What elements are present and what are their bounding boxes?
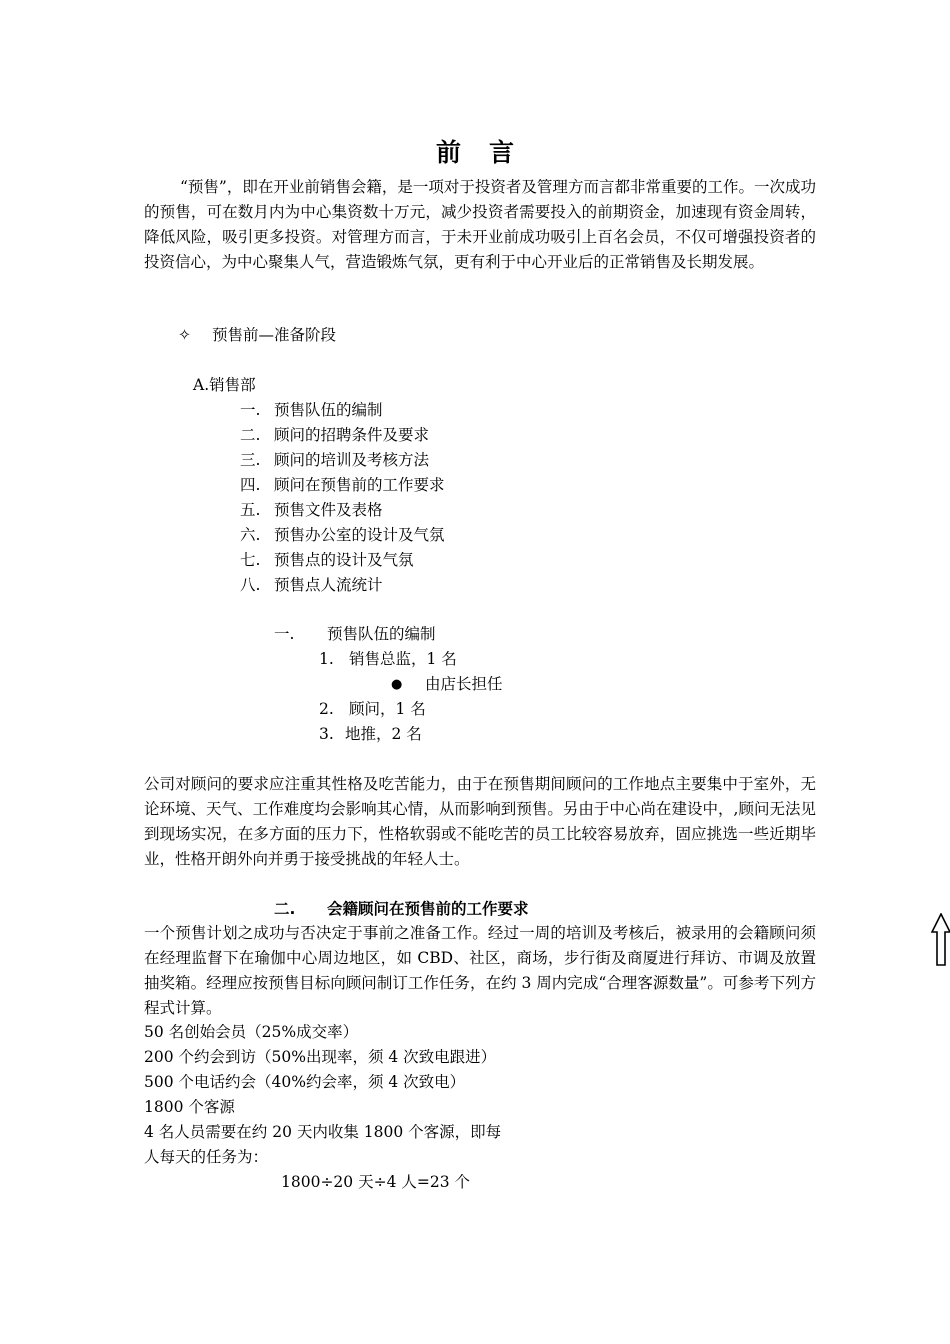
calculation-line: 4 名人员需要在约 20 天内收集 1800 个客源，即每 <box>144 1123 502 1141</box>
calculation-line: 人每天的任务为： <box>144 1148 269 1166</box>
section1-subitem: 由店长担任 <box>425 675 503 693</box>
toc-item: 顾问的培训及考核方法 <box>274 451 430 469</box>
toc-item-number: 八. <box>240 576 261 594</box>
toc-item: 预售办公室的设计及气氛 <box>274 526 445 544</box>
toc-item: 预售文件及表格 <box>274 501 383 519</box>
section2-paragraph: 一个预售计划之成功与否决定于事前之准备工作。经过一周的培训及考核后，被录用的会籍顾问须在经理监督下在瑜伽中心周边地区，如 CBD、社区，商场，步行街及商厦进行拜访、市调及放置抽奖箱。经理应按预售目标向顾问制订工作任务，在约 3 周内完成“合理客源数量”。可参考下列方程式计算。 <box>144 924 816 1017</box>
up-arrow-outline-icon <box>931 913 950 967</box>
section1-item-number: 2. <box>319 700 334 718</box>
toc-item-number: 二. <box>240 426 261 444</box>
section1-paragraph: 公司对顾问的要求应注重其性格及吃苦能力，由于在预售期间顾问的工作地点主要集中于室外，无论环境、天气、工作难度均会影响其心情，从而影响到预售。另由于中心尚在建设中，,顾问无法见到现场实况，在多方面的压力下，性格软弱或不能吃苦的员工比较容易放弃，固应挑选一些近期毕业，性格开朗外向并勇于接受挑战的年轻人士。 <box>144 775 816 868</box>
bullet-icon: ● <box>391 677 403 692</box>
section1-number: 一. <box>274 625 295 643</box>
toc-item-number: 三. <box>240 451 261 469</box>
calculation-line: 50 名创始会员（25%成交率） <box>144 1023 359 1041</box>
stage-bullet-icon: ✧ <box>178 326 191 344</box>
intro-paragraph: “预售”，即在开业前销售会籍，是一项对于投资者及管理方而言都非常重要的工作。一次成功的预售，可在数月内为中心集资数十万元，减少投资者需要投入的前期资金，加速现有资金周转，降低风险，吸引更多投资。对管理方而言，于未开业前成功吸引上百名会员，不仅可增强投资者的投资信心，为中心聚集人气，营造锻炼气氛，更有利于中心开业后的正常销售及长期发展。 <box>144 178 816 271</box>
calculation-line: 1800 个客源 <box>144 1098 235 1116</box>
stage-heading: 预售前—准备阶段 <box>212 326 337 344</box>
section1-item-number: 1. <box>319 650 334 668</box>
toc-item-number: 一. <box>240 401 261 419</box>
toc-item: 预售点人流统计 <box>274 576 383 594</box>
toc-item-number: 五. <box>240 501 261 519</box>
toc-item-number: 四. <box>240 476 261 494</box>
toc-item-number: 七. <box>240 551 261 569</box>
calculation-line: 200 个约会到访（50%出现率，须 4 次致电跟进） <box>144 1048 497 1066</box>
section1-item: 地推，2 名 <box>345 725 422 743</box>
section1-heading: 预售队伍的编制 <box>327 625 436 643</box>
page-title: 前言 <box>435 138 542 167</box>
calculation-line: 500 个电话约会（40%约会率，须 4 次致电） <box>144 1073 466 1091</box>
toc-item: 预售点的设计及气氛 <box>274 551 414 569</box>
section1-item: 顾问，1 名 <box>349 700 426 718</box>
section1-item-number: 3. <box>319 725 334 743</box>
section1-item: 销售总监，1 名 <box>349 650 457 668</box>
section2-heading: 会籍顾问在预售前的工作要求 <box>327 900 529 918</box>
sales-dept-heading: A.销售部 <box>193 376 256 394</box>
formula-line: 1800÷20 天÷4 人=23 个 <box>281 1173 470 1191</box>
toc-item-number: 六. <box>240 526 261 544</box>
toc-item: 预售队伍的编制 <box>274 401 383 419</box>
toc-item: 顾问在预售前的工作要求 <box>274 476 445 494</box>
section2-number: 二. <box>274 900 296 918</box>
toc-item: 顾问的招聘条件及要求 <box>274 426 430 444</box>
